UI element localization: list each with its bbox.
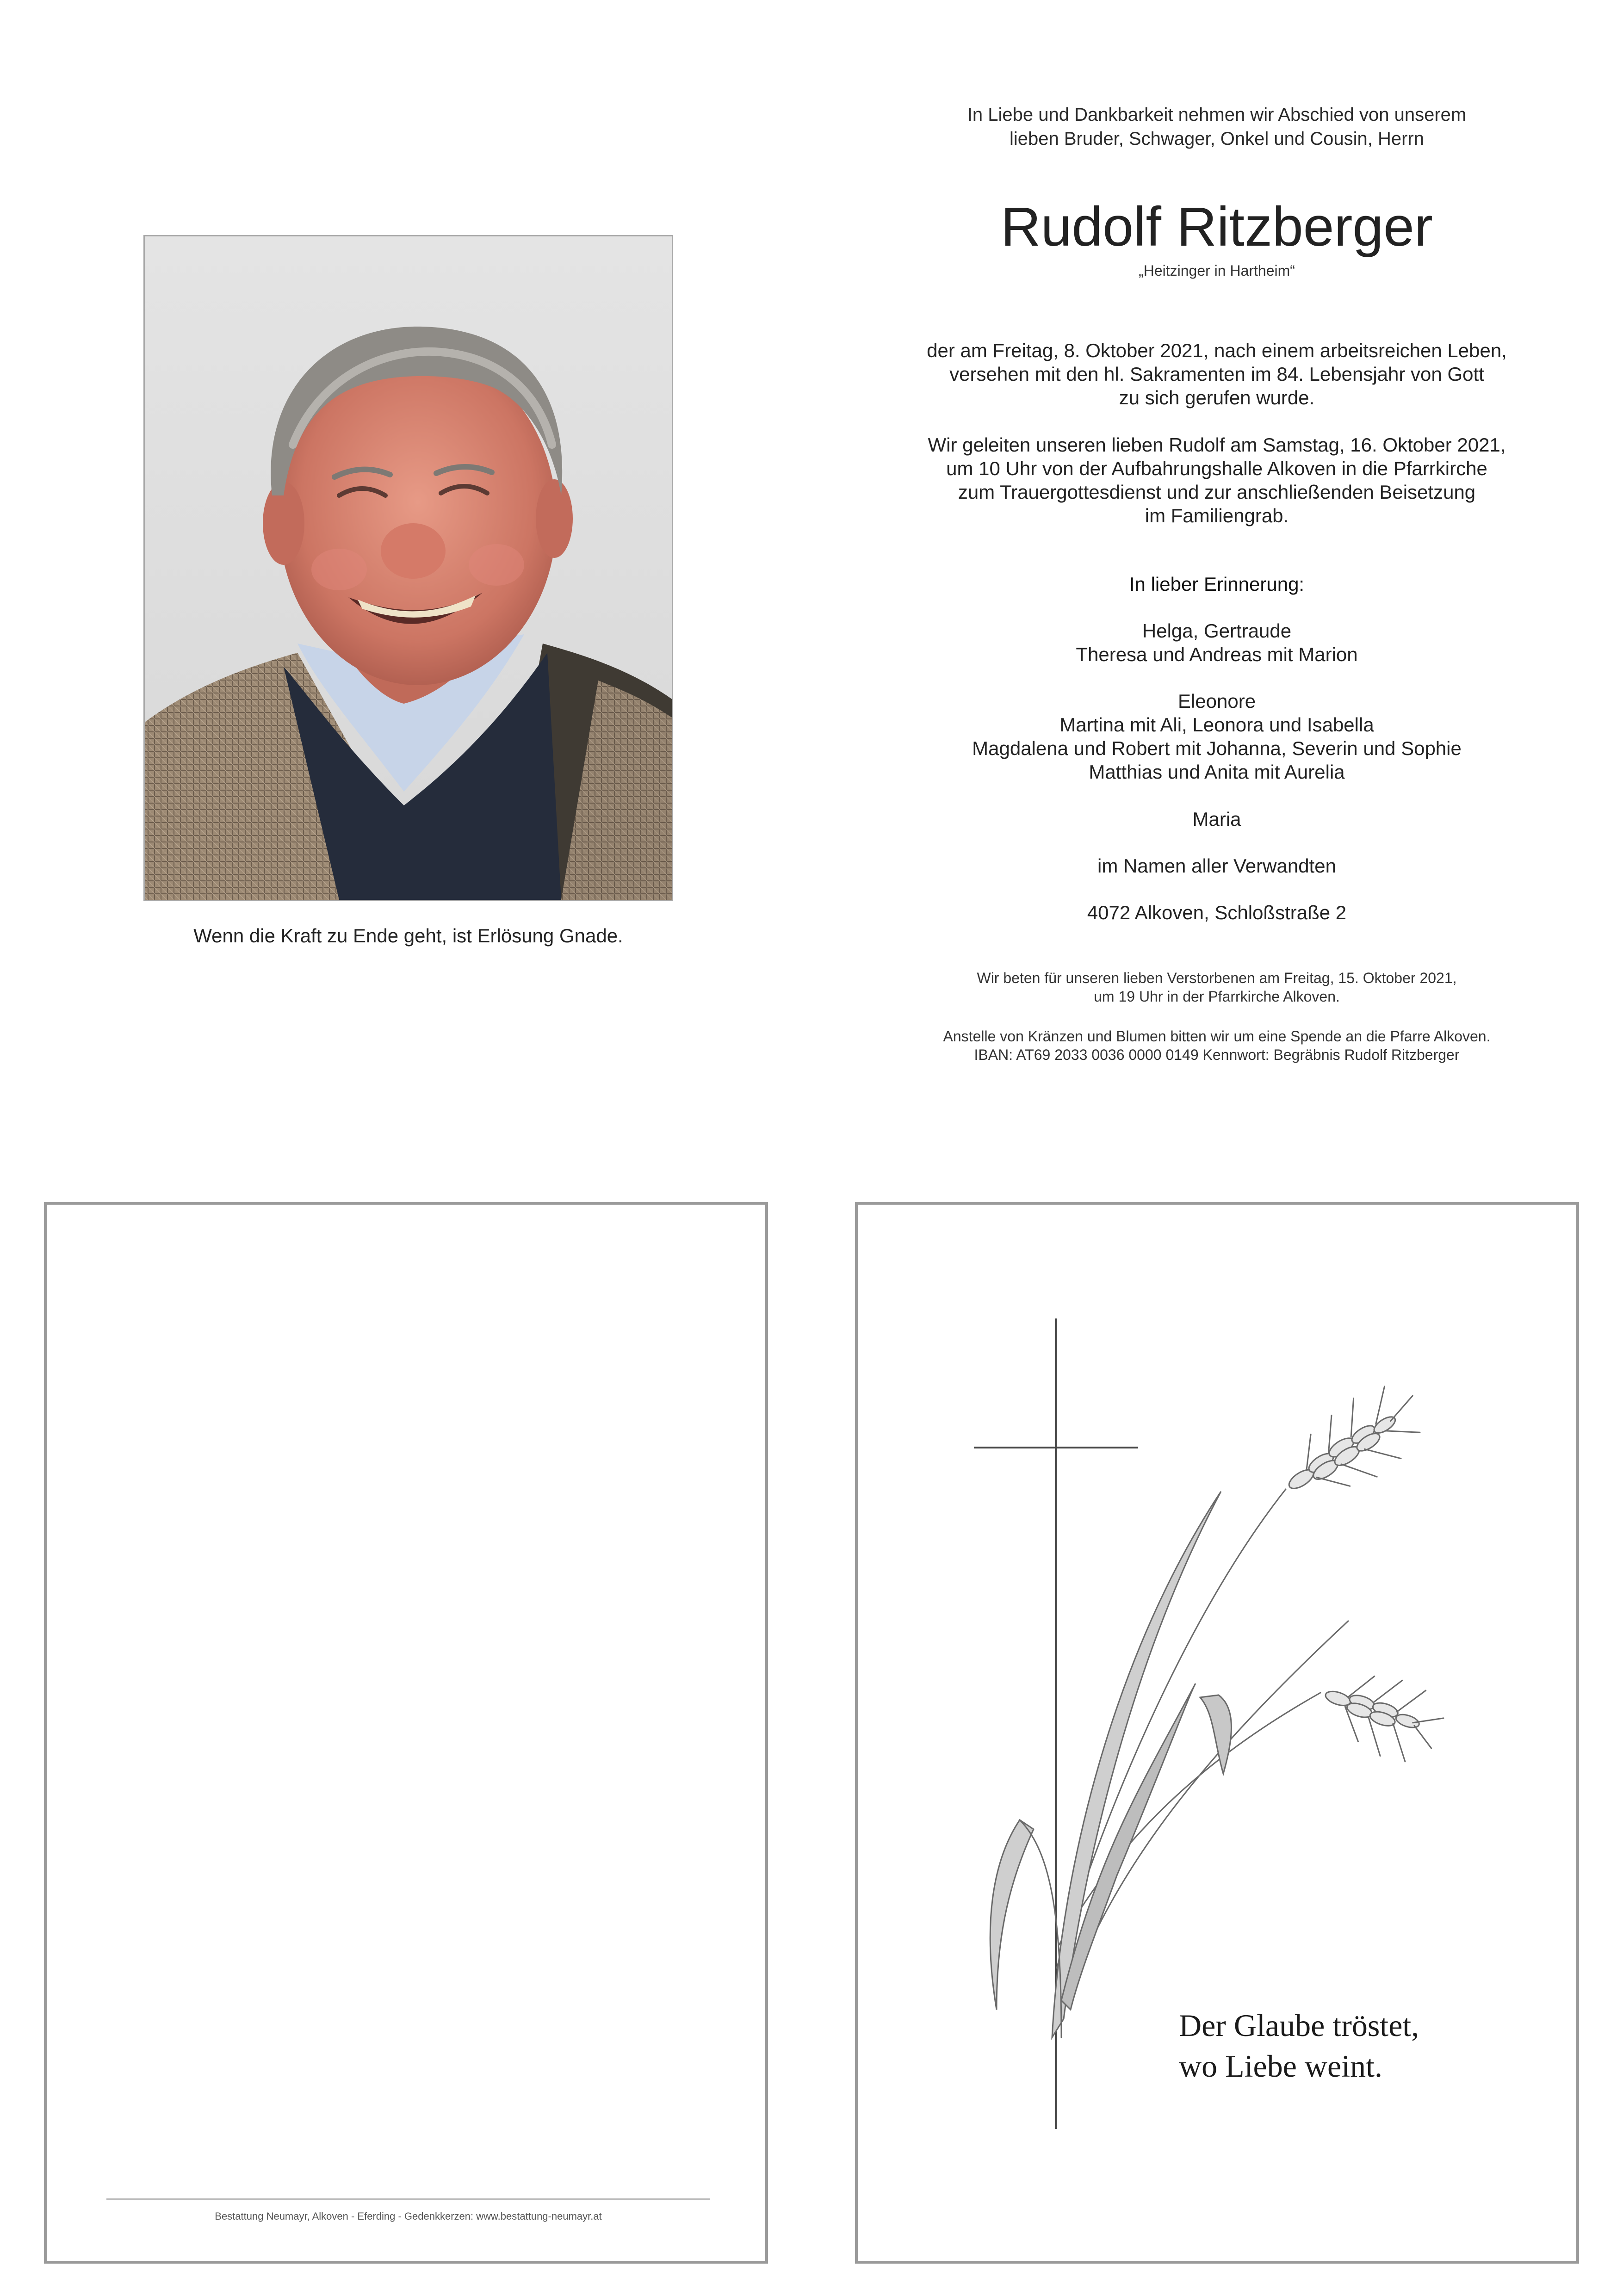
funeral-notice-line: um 10 Uhr von der Aufbahrungshalle Alkoven in die Pfarrkirche [946, 458, 1487, 479]
mourner-line: Matthias und Anita mit Aurelia [1089, 761, 1345, 783]
deceased-name: Rudolf Ritzberger [1001, 196, 1433, 258]
prayer-notice-line: Wir beten für unseren lieben Verstorbenen am Freitag, 15. Oktober 2021, [977, 970, 1457, 986]
mourners-address: 4072 Alkoven, Schloßstraße 2 [1087, 902, 1347, 923]
mourner-line: Helga, Gertraude [1142, 620, 1292, 642]
mourner-line: Theresa und Andreas mit Marion [1076, 644, 1358, 665]
donation-notice-line: IBAN: AT69 2033 0036 0000 0149 Kennwort: Begräbnis Rudolf Ritzberger [974, 1046, 1460, 1063]
mourners-group-2 [870, 689, 1564, 784]
donation-notice-line: Anstelle von Kränzen und Blumen bitten wir um eine Spende an die Pfarre Alkoven. [943, 1028, 1491, 1045]
prayer-notice-line: um 19 Uhr in der Pfarrkirche Alkoven. [1094, 988, 1340, 1005]
death-notice-line: versehen mit den hl. Sakramenten im 84. Lebensjahr von Gott [949, 363, 1484, 385]
mourner-line: Martina mit Ali, Leonora und Isabella [1059, 714, 1374, 736]
wheat-icon [990, 1371, 1450, 2037]
quote-line-2: wo Liebe weint. [1179, 2048, 1382, 2084]
footer-divider [106, 2198, 710, 2200]
funeral-notice-line: im Familiengrab. [1145, 505, 1289, 526]
funeral-notice-line: zum Trauergottesdienst und zur anschließenden Beisetzung [958, 481, 1476, 503]
mourners-group-1 [870, 619, 1564, 666]
mourner-line: Magdalena und Robert mit Johanna, Severin und Sophie [972, 737, 1462, 759]
donation-notice [870, 1027, 1564, 1064]
intro-text [870, 103, 1564, 151]
back-page-panel [44, 1202, 768, 2264]
mourners-relatives: im Namen aller Verwandten [1097, 855, 1336, 877]
prayer-notice [870, 969, 1564, 1006]
funeral-notice-line: Wir geleiten unseren lieben Rudolf am Samstag, 16. Oktober 2021, [928, 434, 1506, 456]
photo-caption: Wenn die Kraft zu Ende geht, ist Erlösung Gnade. [193, 925, 623, 947]
cross-and-wheat-illustration [858, 1205, 1576, 2261]
mourners-group-3 [870, 807, 1564, 831]
footer-text: Bestattung Neumayr, Alkoven - Eferding - Gedenkkerzen: www.bestattung-neumayr.at [215, 2210, 602, 2222]
deceased-nickname: „Heitzinger in Hartheim“ [1139, 262, 1295, 279]
quote-line-1: Der Glaube tröstet, [1179, 2008, 1419, 2043]
mourner-line: Maria [1192, 808, 1241, 830]
death-notice-line: zu sich gerufen wurde. [1119, 387, 1315, 408]
front-page-panel [855, 1202, 1579, 2264]
funeral-notice [870, 433, 1564, 527]
intro-line-1: In Liebe und Dankbarkeit nehmen wir Abschied von unserem [967, 105, 1467, 125]
intro-line-2: lieben Bruder, Schwager, Onkel und Cousin, Herrn [1009, 129, 1425, 149]
death-notice [870, 339, 1564, 409]
mourner-line: Eleonore [1177, 690, 1256, 712]
portrait-photo [143, 235, 673, 901]
death-notice-line: der am Freitag, 8. Oktober 2021, nach einem arbeitsreichen Leben, [927, 340, 1507, 361]
portrait-illustration [145, 236, 672, 900]
mourners-heading: In lieber Erinnerung: [1129, 573, 1305, 595]
quote [1179, 2005, 1558, 2086]
